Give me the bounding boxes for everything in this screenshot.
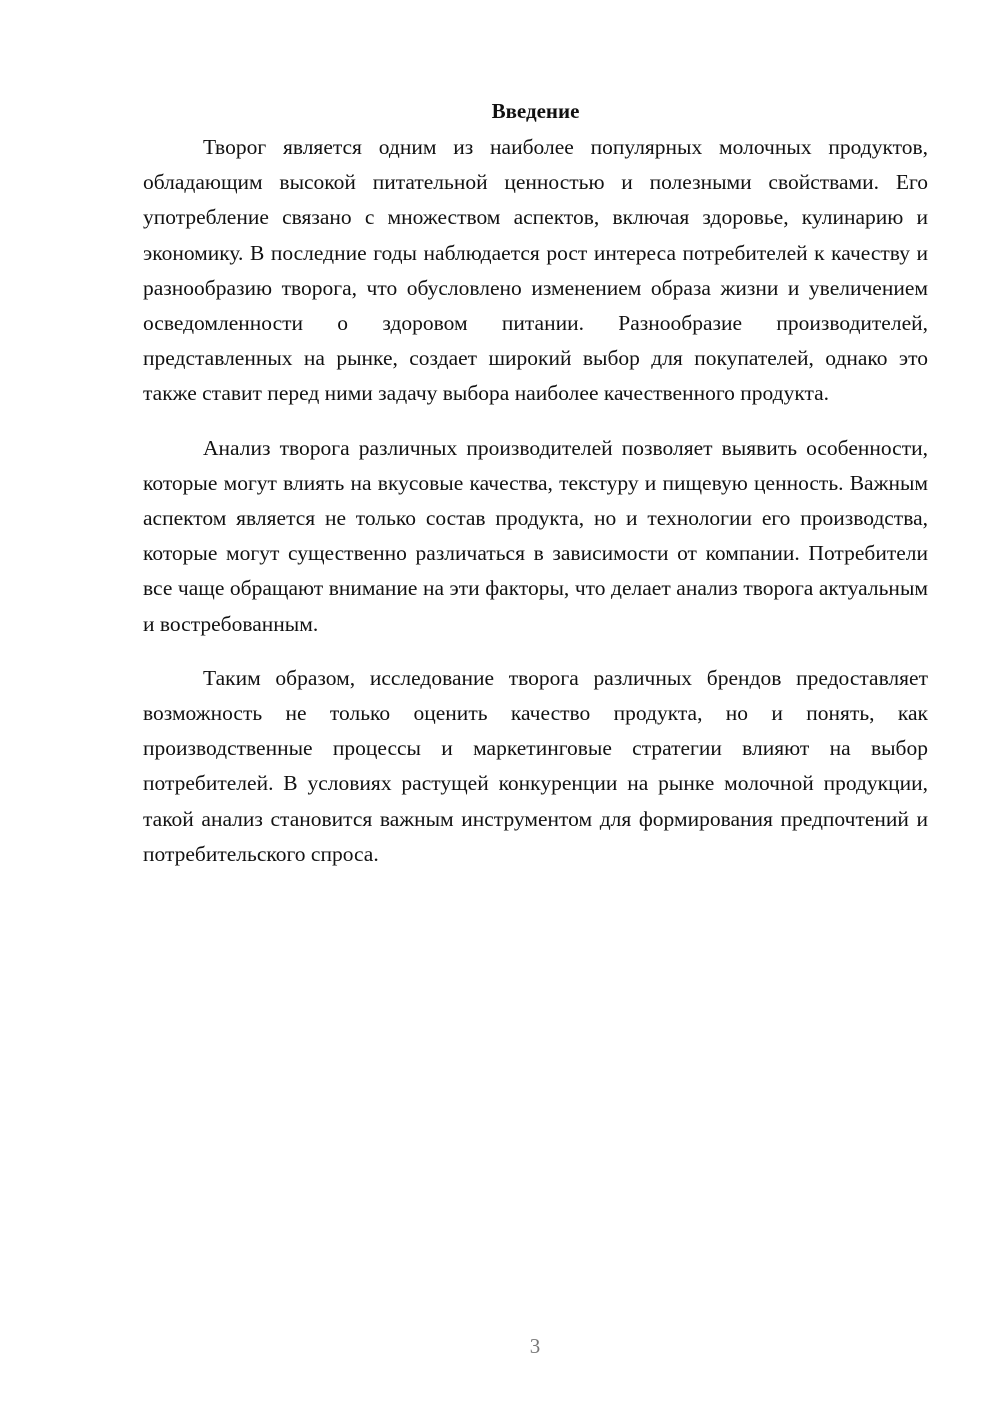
paragraph-2: Анализ творога различных производителей позволяет выявить особенности, которые могут влиять на вкусовые качества, текстуру и пищевую ценность. Важным аспектом является не только состав продукта, но и технологии его производства, которые могут существенно различаться в зависимости от компании. Потребители все чаще обращают внимание на эти факторы, что делает анализ творога актуальным и востребованным. bbox=[143, 435, 928, 636]
section-heading: Введение bbox=[491, 99, 580, 123]
page-number: 3 bbox=[529, 1334, 541, 1358]
paragraph-3: Таким образом, исследование творога различных брендов предоставляет возможность не только оценить качество продукта, но и понять, как производственные процессы и маркетинговые стратегии влияют на выбор потребителей. В условиях растущей конкуренции на рынке молочной продукции, такой анализ становится важным инструментом для формирования предпочтений и потребительского спроса. bbox=[143, 665, 928, 866]
paragraph-1: Творог является одним из наиболее популярных молочных продуктов, обладающим высокой питательной ценностью и полезными свойствами. Его употребление связано с множеством аспектов, включая здоровье, кулинарию и экономику. В последние годы наблюдается рост интереса потребителей к качеству и разнообразию творога, что обусловлено изменением образа жизни и увеличением осведомленности о здоровом питании. Разнообразие производителей, представленных на рынке, создает широкий выбор для покупателей, однако это также ставит перед ними задачу выбора наиболее качественного продукта. bbox=[143, 135, 928, 406]
page-content bbox=[143, 96, 928, 891]
